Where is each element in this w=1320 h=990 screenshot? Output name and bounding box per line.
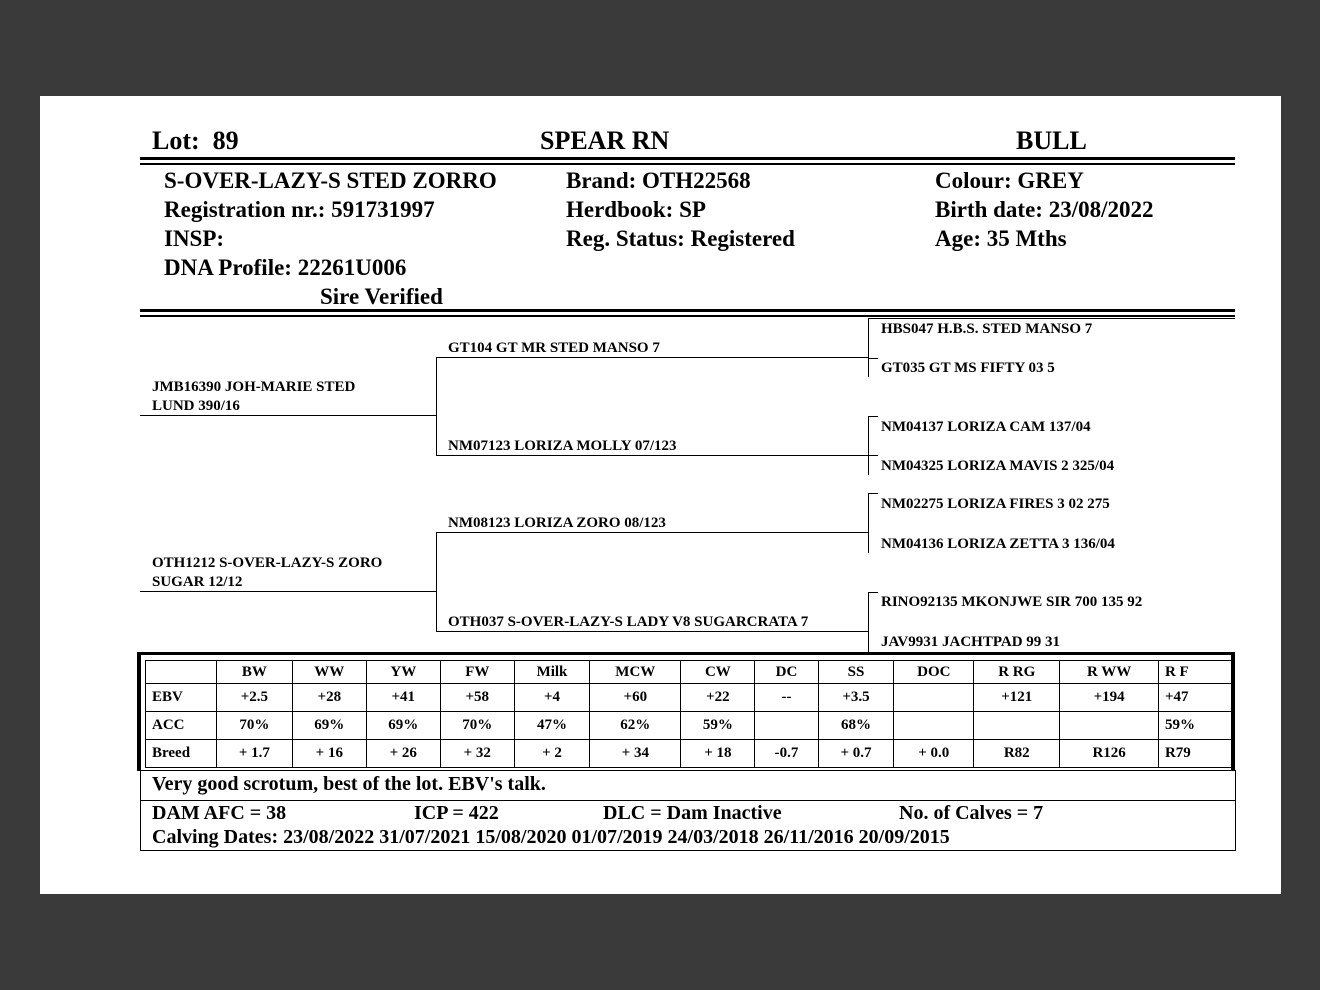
- ds-bracket: [868, 493, 869, 553]
- ebv-cell: +4: [514, 684, 589, 712]
- ebv-cell: R82: [974, 740, 1060, 768]
- ebv-cell: +22: [681, 684, 755, 712]
- animal-info-right: [935, 166, 1154, 253]
- ebv-cell: + 32: [440, 740, 514, 768]
- ebv-cell: + 1.7: [217, 740, 293, 768]
- pedigree-sire-sire: GT104 GT MR STED MANSO 7: [448, 340, 660, 356]
- ebv-col-header: R WW: [1060, 661, 1159, 684]
- ebv-cell: +47: [1158, 684, 1232, 712]
- ssd-tick: [868, 358, 878, 359]
- ebv-col-header: DC: [755, 661, 818, 684]
- insp: INSP:: [164, 226, 225, 251]
- ebv-cell: +41: [366, 684, 440, 712]
- dam-icp: ICP = 422: [414, 802, 499, 824]
- pedigree-dam-sire: NM08123 LORIZA ZORO 08/123: [448, 515, 666, 531]
- lot-value: 89: [212, 126, 239, 155]
- pedigree-sdd: NM04325 LORIZA MAVIS 2 325/04: [881, 458, 1115, 474]
- ebv-cell: + 2: [514, 740, 589, 768]
- ebv-cell: + 0.0: [894, 740, 974, 768]
- pedigree-sire-dam: NM07123 LORIZA MOLLY 07/123: [448, 438, 677, 454]
- info-rule-thin: [140, 315, 1235, 317]
- sdd-tick: [868, 455, 878, 456]
- ebv-cell: --: [755, 684, 818, 712]
- ebv-cell: +28: [292, 684, 366, 712]
- ebv-cell: 70%: [217, 712, 293, 740]
- ebv-cell: Breed: [146, 740, 217, 768]
- sd-line: [436, 455, 869, 456]
- ebv-cell: [755, 712, 818, 740]
- lot-label: Lot:: [152, 126, 200, 155]
- pedigree-ssd: GT035 GT MS FIFTY 03 5: [881, 360, 1055, 376]
- ebv-cell: +3.5: [818, 684, 894, 712]
- dd-bracket: [868, 592, 869, 652]
- animal-sex: BULL: [1016, 126, 1087, 155]
- ebv-cell: + 18: [681, 740, 755, 768]
- header-rule-thin: [140, 163, 1235, 165]
- dam-calves: No. of Calves = 7: [899, 802, 1044, 824]
- dss-tick: [868, 493, 878, 494]
- ebv-col-header: FW: [440, 661, 514, 684]
- reg-status: Reg. Status: Registered: [566, 226, 795, 251]
- ebv-col-header: R F: [1158, 661, 1232, 684]
- sd-bracket: [868, 416, 869, 475]
- ebv-cell: 68%: [818, 712, 894, 740]
- ebv-table: [145, 660, 1233, 768]
- pedigree-dam: OTH1212 S-OVER-LAZY-S ZORO SUGAR 12/12: [152, 555, 383, 590]
- ebv-cell: ACC: [146, 712, 217, 740]
- ebv-cell: + 16: [292, 740, 366, 768]
- comment-divider: [140, 800, 1235, 801]
- registration-number: Registration nr.: 591731997: [164, 197, 435, 222]
- dam-afc: DAM AFC = 38: [152, 802, 287, 824]
- ebv-col-header: MCW: [590, 661, 681, 684]
- ebv-cell: +194: [1060, 684, 1159, 712]
- ebv-cell: + 34: [590, 740, 681, 768]
- dd-line: [436, 631, 869, 632]
- pedigree-dss: NM02275 LORIZA FIRES 3 02 275: [881, 496, 1110, 512]
- sds-tick: [868, 416, 878, 417]
- animal-info-middle: [566, 166, 795, 253]
- pedigree-sds: NM04137 LORIZA CAM 137/04: [881, 419, 1091, 435]
- ebv-cell: 47%: [514, 712, 589, 740]
- ebv-cell: +2.5: [217, 684, 293, 712]
- sss-line: [868, 318, 1235, 319]
- calving-dates: Calving Dates: 23/08/2022 31/07/2021 15/08/2020 01/07/2019 24/03/2018 26/11/2016 20/09/2015: [152, 826, 950, 848]
- ebv-frame-left: [137, 652, 141, 771]
- ebv-cell: + 0.7: [818, 740, 894, 768]
- lot-catalogue-page: [40, 96, 1281, 894]
- ebv-cell: +60: [590, 684, 681, 712]
- seller-name: SPEAR RN: [540, 126, 670, 155]
- pedigree-sire: JMB16390 JOH-MARIE STED LUND 390/16: [152, 379, 356, 414]
- ebv-cell: [894, 712, 974, 740]
- colour: Colour: GREY: [935, 168, 1084, 193]
- ebv-cell: 59%: [681, 712, 755, 740]
- dds-tick: [868, 592, 878, 593]
- dam-dlc: DLC = Dam Inactive: [603, 802, 782, 824]
- pedigree-sss: HBS047 H.B.S. STED MANSO 7: [881, 321, 1093, 337]
- ebv-cell: 69%: [292, 712, 366, 740]
- ebv-col-header: [146, 661, 217, 684]
- ebv-cell: 70%: [440, 712, 514, 740]
- ebv-cell: -0.7: [755, 740, 818, 768]
- animal-info-left: [164, 166, 497, 311]
- ebv-row-acc: [146, 712, 1233, 740]
- ebv-col-header: SS: [818, 661, 894, 684]
- ebv-col-header: Milk: [514, 661, 589, 684]
- ebv-col-header: YW: [366, 661, 440, 684]
- dam-bracket: [436, 532, 437, 631]
- ss-line: [436, 357, 869, 358]
- brand: Brand: OTH22568: [566, 168, 751, 193]
- ss-bracket: [868, 318, 869, 377]
- ebv-cell: R126: [1060, 740, 1159, 768]
- ebv-col-header: WW: [292, 661, 366, 684]
- pedigree-ddd: JAV9931 JACHTPAD 99 31: [881, 634, 1061, 650]
- sire-line: [140, 415, 437, 416]
- ebv-cell: 59%: [1158, 712, 1232, 740]
- ebv-cell: EBV: [146, 684, 217, 712]
- dna-profile: DNA Profile: 22261U006: [164, 255, 407, 280]
- pedigree-dds: RINO92135 MKONJWE SIR 700 135 92: [881, 594, 1143, 610]
- ebv-row-ebv: [146, 684, 1233, 712]
- ebv-cell: [974, 712, 1060, 740]
- ebv-cell: [1060, 712, 1159, 740]
- ebv-cell: 62%: [590, 712, 681, 740]
- pedigree-dam-dam: OTH037 S-OVER-LAZY-S LADY V8 SUGARCRATA 7: [448, 614, 809, 630]
- ebv-cell: +58: [440, 684, 514, 712]
- ebv-row-breed: [146, 740, 1233, 768]
- comment-text: Very good scrotum, best of the lot. EBV's talk.: [152, 773, 546, 795]
- ebv-cell: +121: [974, 684, 1060, 712]
- ebv-col-header: BW: [217, 661, 293, 684]
- ebv-col-header: CW: [681, 661, 755, 684]
- animal-name: S-OVER-LAZY-S STED ZORRO: [164, 168, 497, 193]
- ebv-cell: [894, 684, 974, 712]
- ebv-header-row: [146, 661, 1233, 684]
- age: Age: 35 Mths: [935, 226, 1067, 251]
- pedigree-dsd: NM04136 LORIZA ZETTA 3 136/04: [881, 536, 1115, 552]
- birth-date: Birth date: 23/08/2022: [935, 197, 1154, 222]
- ebv-col-header: R RG: [974, 661, 1060, 684]
- ebv-cell: R79: [1158, 740, 1232, 768]
- sire-bracket: [436, 357, 437, 455]
- info-rule-thick: [140, 309, 1235, 312]
- sire-verified: Sire Verified: [320, 284, 443, 309]
- dam-line: [140, 591, 437, 592]
- ebv-frame-top: [137, 652, 1235, 655]
- ebv-cell: 69%: [366, 712, 440, 740]
- lot-number: [152, 126, 239, 156]
- herdbook: Herdbook: SP: [566, 197, 706, 222]
- ds-line: [436, 532, 869, 533]
- header-rule-thick: [140, 157, 1235, 160]
- ebv-col-header: DOC: [894, 661, 974, 684]
- ebv-cell: + 26: [366, 740, 440, 768]
